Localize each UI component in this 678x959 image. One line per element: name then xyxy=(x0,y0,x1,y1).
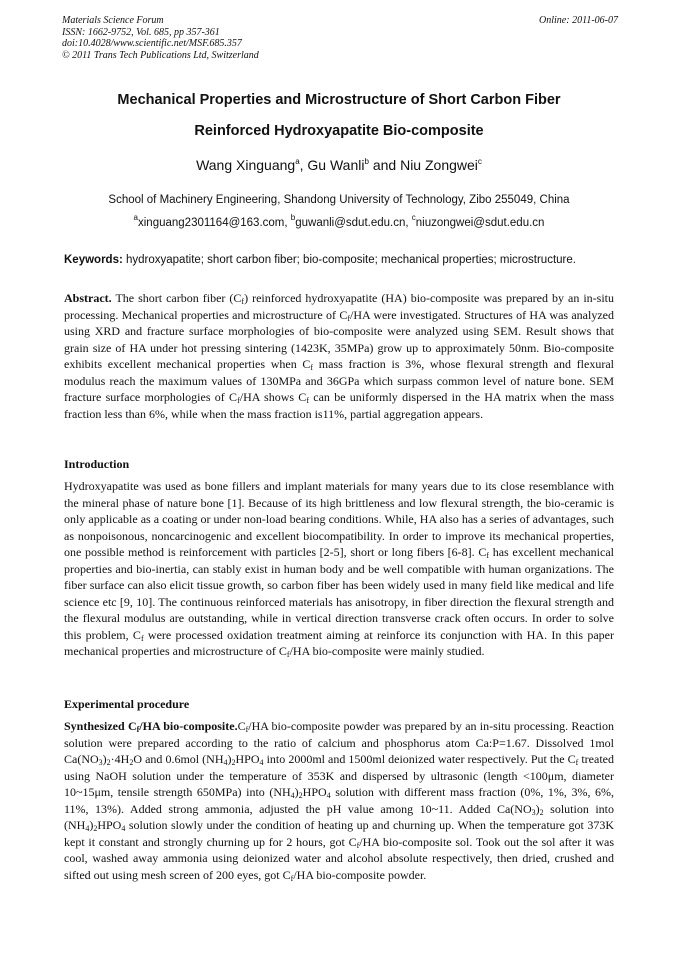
keywords-label: Keywords: xyxy=(64,254,123,266)
paper-title-line-2: Reinforced Hydroxyapatite Bio-composite xyxy=(194,123,484,139)
paper-title-line-1: Mechanical Properties and Microstructure of Short Carbon Fiber xyxy=(117,92,561,108)
issn-line: ISSN: 1662-9752, Vol. 685, pp 357-361 xyxy=(62,26,220,38)
email-link-2[interactable]: guwanli@sdut.edu.cn xyxy=(295,217,406,229)
journal-name: Materials Science Forum xyxy=(62,15,164,26)
keywords-text: hydroxyapatite; short carbon fiber; bio-composite; mechanical properties; microstructure. xyxy=(122,254,576,266)
doi-line: doi:10.4028/www.scientific.net/MSF.685.357 xyxy=(62,38,242,49)
author-2: Gu Wanli$^b$ and xyxy=(307,157,401,173)
email-link-3[interactable]: niuzongwei@sdut.edu.cn xyxy=(415,217,545,229)
author-3: Niu Zongwei$^c$ xyxy=(400,157,482,173)
online-date: Online: 2011-06-07 xyxy=(539,15,618,26)
affiliation: School of Machinery Engineering, Shandong University of Technology, Zibo 255049, China xyxy=(108,194,570,206)
copyright-line: © 2011 Trans Tech Publications Ltd, Switzerland xyxy=(62,49,259,61)
journal-header xyxy=(62,15,618,61)
abstract-text: The short carbon fiber $(C_f)$ reinforced hydroxyapatite (HA) bio-composite was prepared by an in-situ processing. Mechanical properties and microstructure of $C_f/HA$ were investigated. Structures of HA was analyzed using XRD and fracture surface morphologies of bio-composite were analyzed using SEM. Result shows that grain size of HA under hot pressing sintering (1423K, 35MPa) grow up to approximately 50nm. Bio-composite exhibits excellent mechanical properties when $C_f$ mass fraction is 3%, whose flexural strength and flexural modulus reach the maximum values of 130MPa and 36GPa which surpass common level of nature bone. SEM fracture surface morphologies of $C_f/HA$ shows $C_f$ can be uniformly dispersed in the HA matrix when the mass fraction less than 6%, while when the mass fraction is11%, partial aggregation appears. xyxy=(64,291,615,421)
experimental-subheading: Synthesized $C_f/HA$ bio-composite. xyxy=(64,719,238,734)
keywords xyxy=(64,254,620,266)
experimental-body: $C_f/HA$ bio-composite powder was prepared by an in-situ processing. Reaction solution were prepared according to the ratio of calcium and phosphorus atom Ca:P=1.67. Dissolved 1mol $Ca(NO_3)_2\cdot 4H_2O$ and 0.6mol $(NH_4)_2HPO_4$ into 2000ml and 1500ml deionized water respectively. Put the $C_f$ treated using NaOH solution under the temperature of 353K and dispersed by ultrasonic (length <100μm, diameter 10~15μm, tensile strength 650MPa) into $(NH_4)_2HPO_4$ solution with different mass fraction (0%, 1%, 3%, 6%, 11%, 13%). Added strong ammonia, adjusted the pH value among 10~11. Added $Ca(NO_3)_2$ solution into $(NH_4)_2HPO_4$ solution slowly under the condition of heating up and churning up. When the temperature got 373K kept it constant and strongly churning up for 2 hours, got $C_f/HA$ bio-composite sol. Took out the sol after it was cool, washed away ammonia using deionized water and alcohol absolute respectively, then dried, crushed and sifted out using mesh screen of 200 eyes, got $C_f/HA$ bio-composite powder. xyxy=(64,719,615,883)
introduction-text: Hydroxyapatite was used as bone fillers and implant materials for many years due to its close resemblance with the mineral phase of nature bone [1]. Because of its high brittleness and low flexural strength, the bio-ceramic is only applicable as a coating or under non-load bearing conditions. While, HA also has a series of advantages, such as nonpoisonous, noncarcinogenic and excellent biocompatibility. In order to improve its mechanical properties, one possible method is reinforcement with particles [2-5], short or long fibers [6-8]. $C_f$ has excellent mechanical properties and bio-inertia, can stably exist in human body and be well compatible with human organizations. The fiber surface can also elicit tissue growth, so carbon fiber has been widely used in many field like medical and life science etc [9, 10]. The continuous reinforced materials has anisotropy, in fiber direction the flexural strength and the flexural modulus are outstanding, while in vertical direction transverse crack often occurs. In order to solve this problem, $C_f$ were processed oxidation treatment aiming at reinforce its conjunction with HA. In this paper mechanical properties and microstructure of $C_f/HA$ bio-composite were mainly studied. xyxy=(64,479,614,659)
abstract xyxy=(64,290,614,422)
author-1: Wang Xinguang$^a$, xyxy=(196,157,308,173)
email-list: $^a$xinguang2301164@163.com, $^b$guwanli@sdut.edu.cn, $^c$niuzongwei@sdut.edu.cn xyxy=(133,213,545,229)
abstract-label: Abstract. xyxy=(64,291,112,305)
introduction-heading: Introduction xyxy=(64,457,130,471)
experimental-text xyxy=(64,718,614,883)
experimental-heading: Experimental procedure xyxy=(64,697,190,711)
author-list xyxy=(40,157,638,173)
email-link-1[interactable]: xinguang2301164@163.com xyxy=(138,217,285,229)
